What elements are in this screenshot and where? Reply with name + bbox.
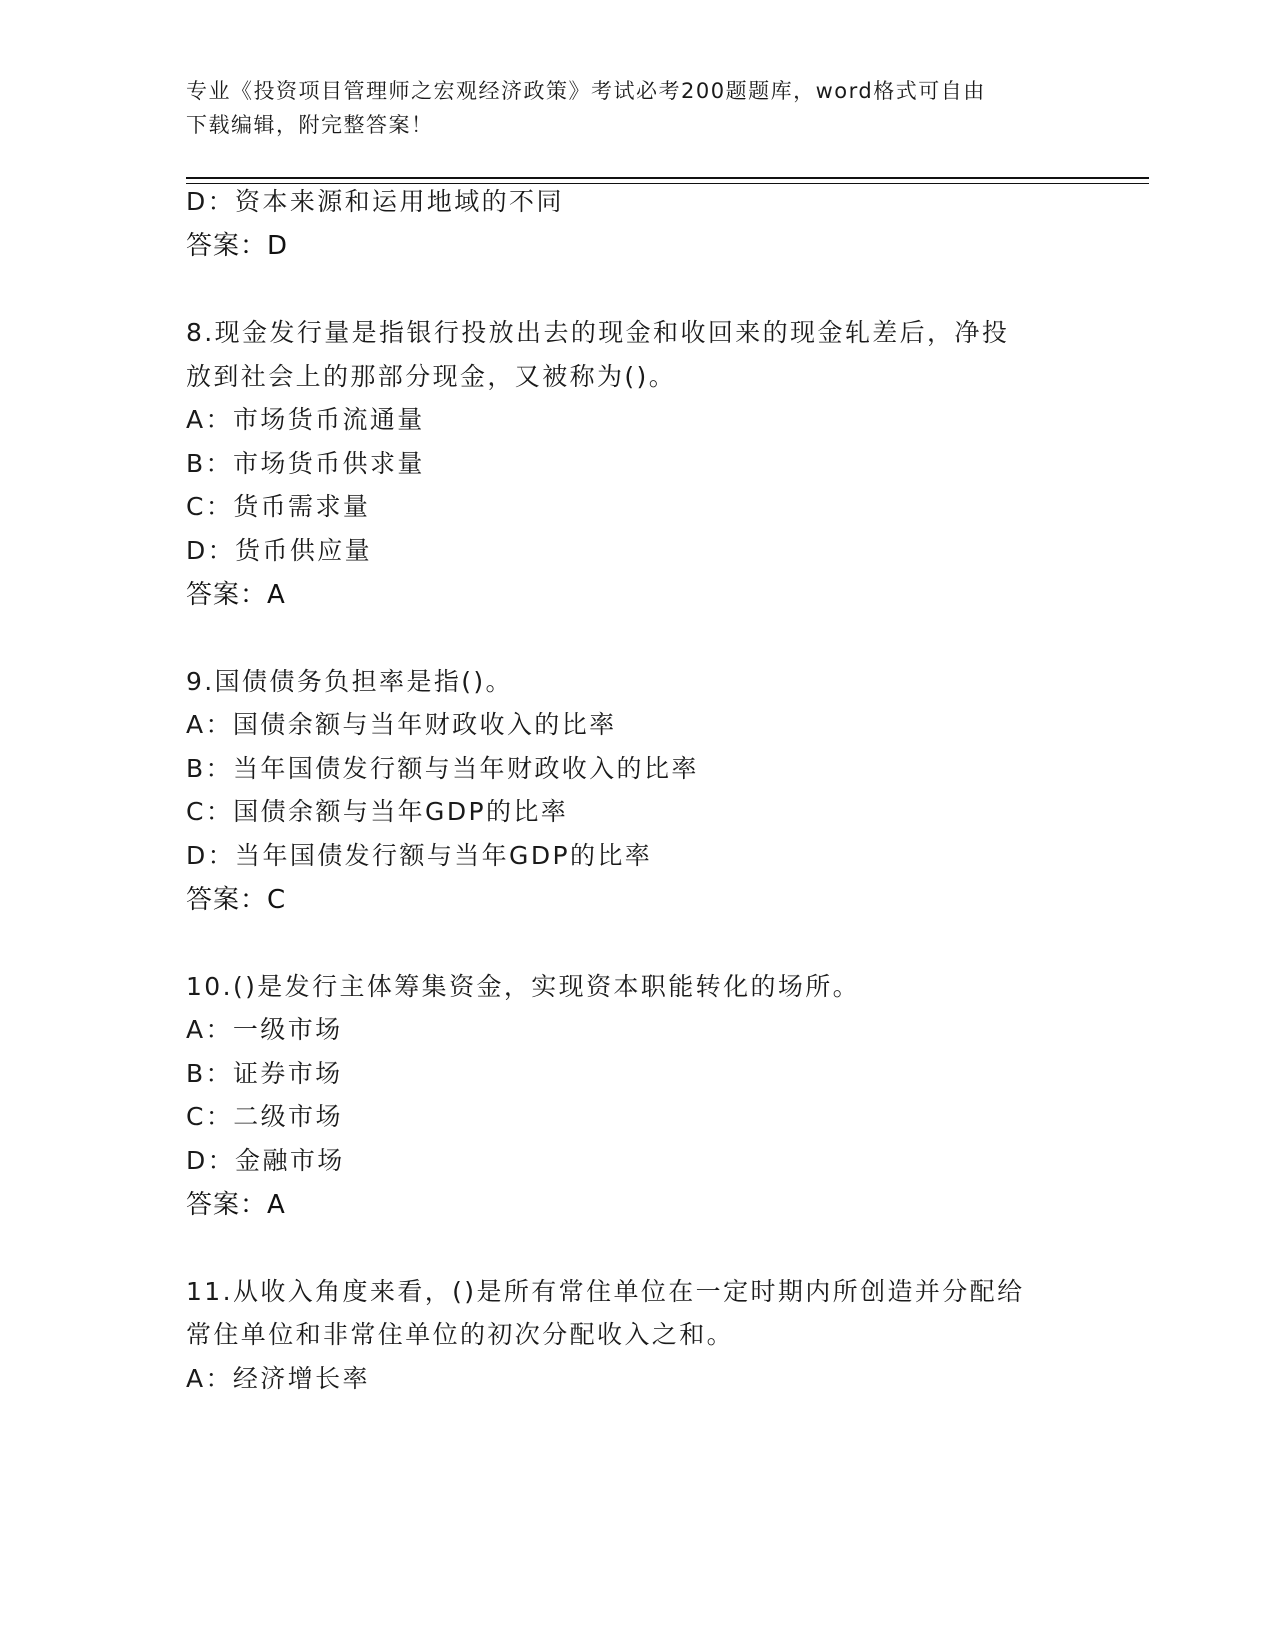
- q8-answer: 答案：A: [186, 580, 286, 610]
- q8-option-d: D：货币供应量: [186, 536, 373, 565]
- q8-option-b: B：市场货币供求量: [186, 449, 425, 478]
- q9-option-d: D：当年国债发行额与当年GDP的比率: [186, 841, 653, 870]
- q9-stem-line-1: 9.国债债务负担率是指()。: [186, 667, 513, 696]
- header-line-2: 下载编辑，附完整答案！: [186, 113, 434, 137]
- q11-stem-line-2: 常住单位和非常住单位的初次分配收入之和。: [186, 1320, 735, 1349]
- header-line-1: 专业《投资项目管理师之宏观经济政策》考试必考200题题库，word格式可自由: [186, 79, 986, 103]
- q11-option-a: A：经济增长率: [186, 1364, 370, 1393]
- q7-answer: 答案：D: [186, 231, 289, 261]
- q9-option-c: C：国债余额与当年GDP的比率: [186, 797, 569, 826]
- q11-stem-line-1: 11.从收入角度来看，()是所有常住单位在一定时期内所创造并分配给: [186, 1277, 1025, 1306]
- q10-answer: 答案：A: [186, 1190, 286, 1220]
- q8-option-c: C：货币需求量: [186, 492, 371, 521]
- q9-option-b: B：当年国债发行额与当年财政收入的比率: [186, 754, 699, 783]
- q8-stem-line-2: 放到社会上的那部分现金，又被称为()。: [186, 362, 677, 391]
- header-divider-thin: [186, 183, 1149, 184]
- q9-option-a: A：国债余额与当年财政收入的比率: [186, 710, 617, 739]
- q7-option-d: D：资本来源和运用地域的不同: [186, 187, 564, 216]
- q10-option-b: B：证券市场: [186, 1059, 343, 1088]
- q10-option-c: C：二级市场: [186, 1102, 343, 1131]
- q10-stem-line-1: 10.()是发行主体筹集资金，实现资本职能转化的场所。: [186, 972, 861, 1001]
- header-divider-thick: [186, 177, 1149, 179]
- q10-option-a: A：一级市场: [186, 1015, 343, 1044]
- q9-answer: 答案：C: [186, 885, 287, 915]
- q8-stem-line-1: 8.现金发行量是指银行投放出去的现金和收回来的现金轧差后，净投: [186, 318, 1010, 347]
- document-header: [186, 74, 1086, 142]
- q10-option-d: D：金融市场: [186, 1146, 345, 1175]
- q8-option-a: A：市场货币流通量: [186, 405, 425, 434]
